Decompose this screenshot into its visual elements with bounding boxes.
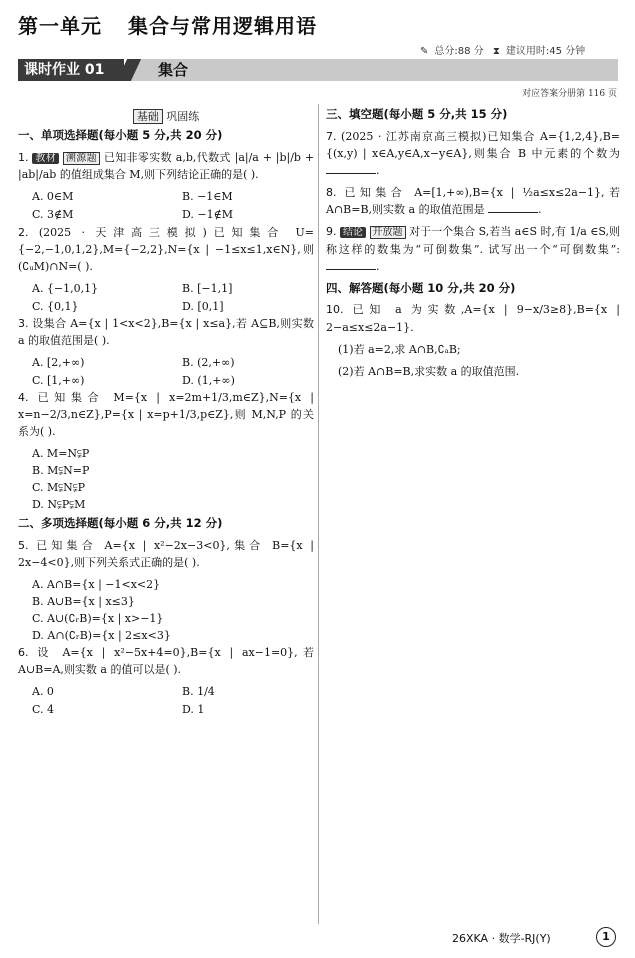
question-2: 2. (2025 · 天津高三模拟)已知集合 U={−2,−1,0,1,2},M={−2,2},N={x | −1≤x≤1,x∈N},则(∁ᵤM)∩N=( ). [18, 225, 314, 273]
right-column [326, 104, 620, 385]
book-code: 26XKA · 数学-RJ(Y) [452, 932, 551, 945]
question-10-part-2: (2)若 A∩B=B,求实数 a 的取值范围. [338, 364, 520, 378]
answer-blank[interactable] [488, 202, 538, 213]
option[interactable]: B. [−1,1] [182, 281, 233, 295]
option[interactable]: C. 4 [32, 703, 55, 717]
option[interactable]: A. M=N⫋P [32, 447, 90, 461]
question-6: 6. 设 A={x | x²−5x+4=0},B={x | ax−1=0},若 A∪B=A,则实数 a 的值可以是( ). [18, 646, 315, 677]
homework-label: 课时作业 01 [18, 59, 124, 81]
option[interactable]: B. A∪B={x | x≤3} [32, 595, 135, 609]
option[interactable]: A. {−1,0,1} [32, 281, 99, 295]
textbook-tag: 教材 [32, 153, 59, 164]
answer-blank[interactable] [326, 163, 376, 174]
section-heading: 二、多项选择题(每小题 6 分,共 12 分) [18, 516, 223, 531]
option[interactable]: D. −1∉M [182, 208, 234, 222]
question-1: 1. 教材 溯源题 已知非零实数 a,b,代数式 |a|/a + |b|/b + |ab|/ab 的值组成集合 M,则下列结论正确的是( ). [18, 150, 315, 182]
unit-title [18, 10, 317, 39]
option[interactable]: A. 0 [32, 685, 54, 699]
option[interactable]: C. M⫋N⫋P [32, 481, 85, 495]
option[interactable]: B. M⫋N=P [32, 464, 90, 478]
options-3 [32, 354, 314, 389]
options-6 [32, 683, 314, 718]
options-2 [32, 280, 314, 315]
options-1 [32, 188, 314, 223]
section-heading: 一、单项选择题(每小题 5 分,共 20 分) [18, 128, 223, 143]
question-3: 3. 设集合 A={x | 1<x<2},B={x | x≤a},若 A⊆B,则实数 a 的取值范围是( ). [18, 316, 314, 347]
page-number: 1 [596, 927, 616, 947]
open-question-tag: 开放题 [370, 226, 406, 239]
question-10: 10. 已知 a 为实数,A={x | 9−x/3≥8},B={x | 2−a≤x≤2a−1}. [326, 303, 620, 334]
option[interactable]: A. 0∈M [32, 190, 74, 204]
option[interactable]: B. (2,+∞) [182, 355, 235, 369]
option[interactable]: C. [1,+∞) [32, 373, 85, 387]
total-score: 总分:88 分 [434, 46, 484, 57]
section-title: 集合 [158, 61, 189, 79]
hourglass-icon: ⧗ [492, 46, 500, 57]
question-7: 7. (2025 · 江苏南京高三模拟)已知集合 A={1,2,4},B={(x,y) | x∈A,y∈A,x−y∈A},则集合 B 中元素的个数为 . [326, 129, 620, 177]
option[interactable]: D. [0,1] [182, 299, 224, 313]
option[interactable]: B. 1/4 [182, 685, 215, 699]
options-5 [32, 576, 314, 644]
conclusion-tag: 结论 [340, 227, 366, 238]
unit-label: 第一单元 [18, 14, 102, 38]
option[interactable]: A. A∩B={x | −1<x<2} [32, 578, 161, 592]
option[interactable]: C. A∪(∁ᵣB)={x | x>−1} [32, 612, 164, 626]
question-9: 9. 结论 开放题 对于一个集合 S,若当 a∈S 时,有 1/a ∈S,则称这样的数集为“可倒数集”. 试写出一个“可倒数集”: . [326, 225, 621, 273]
question-5: 5. 已知集合 A={x | x²−2x−3<0},集合 B={x | 2x−4<0},则下列关系式正确的是( ). [18, 539, 315, 570]
score-icon: ✎ [420, 46, 429, 57]
left-column [18, 104, 314, 719]
option[interactable]: B. −1∈M [182, 190, 233, 204]
options-4 [32, 445, 314, 513]
answer-reference: 对应答案分册第 116 页 [522, 89, 617, 99]
homework-banner [18, 59, 618, 81]
question-4: 4. 已知集合 M={x | x=2m+1/3,m∈Z},N={x | x=n−2/3,n∈Z},P={x | x=p+1/3,p∈Z},则 M,N,P 的关系为( ). [18, 390, 314, 439]
question-8: 8. 已知集合 A=[1,+∞),B={x | ½a≤x≤2a−1},若 A∩B=B,则实数 a 的取值范围是 . [326, 185, 621, 216]
meta-bar [420, 42, 591, 57]
option[interactable]: A. [2,+∞) [32, 355, 85, 369]
option[interactable]: D. 1 [182, 703, 205, 717]
option[interactable]: C. {0,1} [32, 299, 79, 313]
column-divider [318, 104, 319, 924]
option[interactable]: C. 3∉M [32, 208, 74, 222]
option[interactable]: D. (1,+∞) [182, 373, 235, 387]
source-tag: 溯源题 [63, 152, 100, 165]
section-heading: 三、填空题(每小题 5 分,共 15 分) [326, 107, 508, 121]
section-heading: 四、解答题(每小题 10 分,共 20 分) [326, 280, 516, 295]
suggested-time: 建议用时:45 分钟 [505, 46, 586, 57]
unit-heading: 集合与常用逻辑用语 [128, 14, 317, 38]
question-10-part-1: (1)若 a=2,求 A∩B,∁ₐB; [338, 342, 461, 356]
answer-blank[interactable] [326, 259, 376, 270]
basic-tag: 基础 巩固练 [18, 108, 314, 125]
option[interactable]: D. N⫋P⫋M [32, 498, 86, 512]
option[interactable]: D. A∩(∁ᵣB)={x | 2≤x<3} [32, 629, 171, 643]
